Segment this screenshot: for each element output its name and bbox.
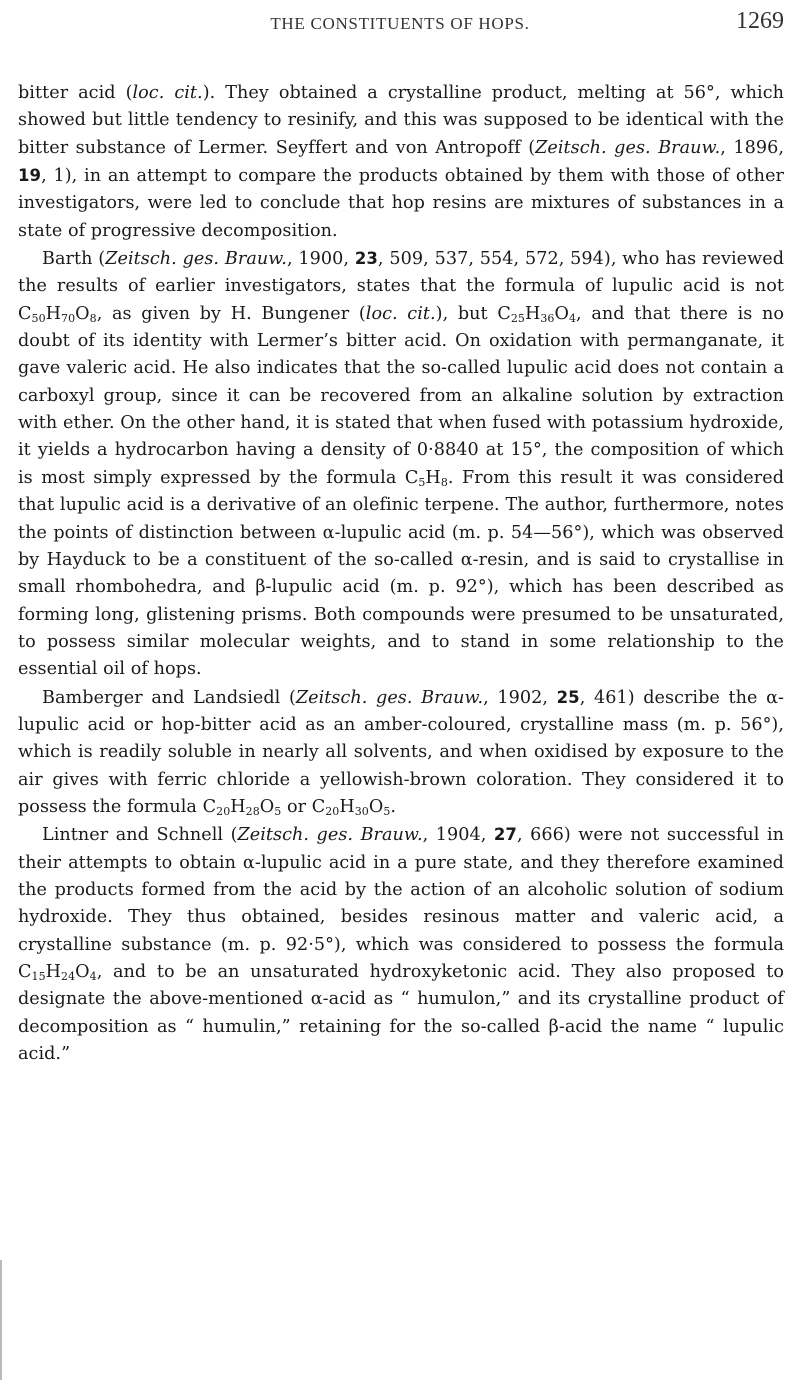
- italic-citation: Zeitsch. ges. Brauw.: [535, 137, 721, 158]
- volume-number: 27: [493, 825, 517, 845]
- text-run: bitter acid (: [18, 83, 133, 103]
- text-run: H: [230, 796, 246, 817]
- italic-citation: loc. cit.: [365, 303, 436, 324]
- text-run: Bamberger and Landsiedl (: [42, 687, 296, 708]
- text-run: ). They obtained a crystalline product, melting at 56°, which showed but little tendency to resinify, and this was supposed to be identical with the bitter substance of Lermer. Seyffert and von Antropoff (: [18, 83, 784, 158]
- formula-subscript: 70: [61, 311, 76, 325]
- text-run: , 509, 537, 554, 572, 594), who has reviewed the results of earlier investigators, states that the formula of lupulic acid is not C: [18, 249, 785, 324]
- text-run: H: [339, 796, 355, 817]
- paragraph-p1: [18, 80, 784, 245]
- formula-subscript: 4: [89, 970, 97, 983]
- text-run: O: [75, 962, 90, 982]
- text-run: O: [75, 303, 90, 324]
- page-number: 1269: [736, 8, 784, 34]
- formula-subscript: 8: [89, 311, 97, 325]
- italic-citation: Zeitsch. ges. Brauw.: [295, 687, 484, 708]
- text-run: H: [425, 467, 441, 488]
- formula-subscript: 5: [383, 804, 391, 818]
- text-run: O: [259, 796, 275, 817]
- italic-citation: Zeitsch. ges. Brauw.: [105, 249, 287, 270]
- paragraph-p2: [18, 245, 784, 684]
- text-run: O: [368, 796, 384, 817]
- formula-subscript: 5: [274, 804, 282, 818]
- formula-subscript: 50: [31, 311, 46, 325]
- formula-subscript: 4: [568, 311, 577, 325]
- volume-number: 25: [556, 687, 580, 707]
- formula-subscript: 20: [325, 804, 340, 818]
- text-run: , and to be an unsaturated hydroxyketonic acid. They also proposed to designate the above-mentioned α-acid as “ humulon,” and its crystalline product of decomposition as “ humulin,” retaining for the so-called β-acid the name “ lupulic acid.”: [18, 962, 784, 1065]
- text-run: , and that there is no doubt of its identity with Lermer’s bitter acid. On oxidation with permanganate, it gave valeric acid. He also indicates that the so-called lupulic acid does not contain a carboxyl group, since it can be recovered from an alkaline solution by extraction with ether. On the other hand, it is stated that when fused with potassium hydroxide, it yields a hydrocarbon having a density of 0·8840 at 15°, the composition of which is most simply expressed by the formula C: [18, 303, 785, 488]
- formula-subscript: 36: [540, 311, 555, 325]
- running-title: THE CONSTITUENTS OF HOPS.: [270, 14, 530, 33]
- body-text: [18, 80, 784, 1068]
- formula-subscript: 30: [354, 804, 369, 818]
- formula-subscript: 8: [440, 475, 448, 489]
- text-run: .: [390, 796, 397, 817]
- formula-subscript: 20: [216, 804, 231, 818]
- text-run: , 1), in an attempt to compare the products obtained by them with those of other investigators, were led to conclude that hop resins are mixtures of substances in a state of progressive decomposition.: [18, 166, 784, 241]
- text-run: ), but C: [435, 303, 511, 324]
- formula-subscript: 24: [61, 970, 76, 983]
- text-run: , 1896,: [720, 137, 785, 158]
- formula-subscript: 25: [510, 311, 525, 325]
- formula-subscript: 15: [31, 970, 46, 983]
- page-header: [0, 4, 800, 44]
- paragraph-p4: [18, 821, 784, 1068]
- text-run: , 1900,: [286, 249, 355, 270]
- text-run: , as given by H. Bungener (: [96, 303, 366, 324]
- text-run: H: [45, 962, 62, 982]
- text-run: or C: [281, 796, 326, 817]
- text-run: Lintner and Schnell (: [42, 825, 238, 846]
- italic-citation: Zeitsch. ges. Brauw.: [237, 825, 423, 846]
- formula-subscript: 28: [245, 804, 260, 818]
- text-run: , 1902,: [483, 687, 557, 708]
- text-run: . From this result it was considered that lupulic acid is a derivative of an olefinic terpene. The author, furthermore, notes the points of distinction between α-lupulic acid (m. p. 54—56°), which was observed by Hayduck to be a constituent of the so-called α-resin, and is said to crystallise in small rhombohedra, and β-lupulic acid (m. p. 92°), which has been described as forming long, glistening prisms. Both compounds were presumed to be unsaturated, to possess similar molecular weights, and to stand in some relationship to the essential oil of hops.: [18, 467, 785, 680]
- text-run: H: [45, 303, 62, 324]
- text-run: , 666) were not successful in their attempts to obtain α-lupulic acid in a pure state, and they therefore examined the products formed from the acid by the action of an alcoholic solution of sodium hydroxide. They thus obtained, besides resinous matter and valeric acid, a crystalline substance (m. p. 92·5°), which was considered to possess the formula C: [18, 825, 785, 982]
- volume-number: 19: [18, 166, 42, 186]
- text-run: , 461) describe the α-lupulic acid or hop-bitter acid as an amber-coloured, crystalline mass (m. p. 56°), which is readily soluble in nearly all solvents, and when oxidised by exposure to the air gives with ferric chloride a yellowish-brown coloration. They considered it to possess the formula C: [18, 687, 784, 817]
- text-run: H: [524, 303, 541, 324]
- formula-subscript: 5: [418, 475, 426, 489]
- text-run: O: [554, 303, 569, 324]
- volume-number: 23: [354, 249, 378, 269]
- italic-citation: loc. cit.: [132, 83, 203, 103]
- left-margin-rule: [0, 1260, 2, 1380]
- text-run: Barth (: [42, 249, 106, 270]
- text-run: , 1904,: [422, 825, 494, 846]
- paragraph-p3: [18, 684, 784, 822]
